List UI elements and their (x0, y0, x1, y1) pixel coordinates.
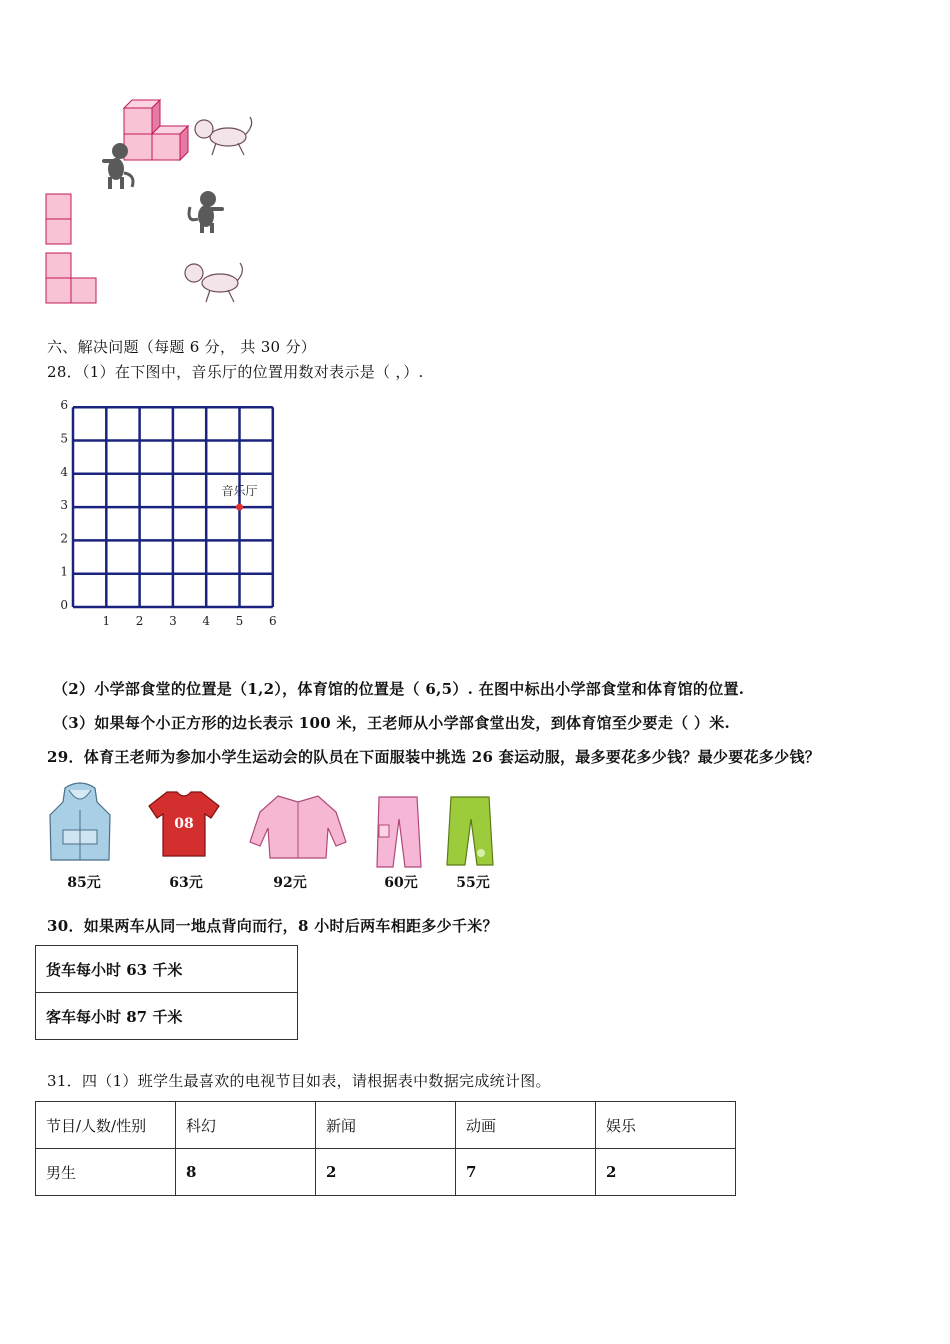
y-tick-label: 4 (60, 464, 68, 479)
svg-text:08: 08 (174, 816, 194, 832)
value-cell: 2 (596, 1149, 736, 1196)
green-pants-price: 55元 (456, 875, 490, 891)
q28-part3: （3）如果每个小正方形的边长表示 100 米，王老师从小学部食堂出发，到体育馆至少要走（ ）米. (53, 714, 731, 732)
q31-table (35, 1101, 736, 1196)
section-heading: 六、解决问题（每题 6 分， 共 30 分） (47, 338, 317, 356)
x-tick-label: 4 (202, 614, 211, 628)
header-cell: 动画 (456, 1102, 596, 1149)
header-cell: 科幻 (176, 1102, 316, 1149)
music-hall-label: 音乐厅 (221, 484, 258, 499)
green-pants-image (443, 795, 498, 870)
jacket-image (248, 792, 348, 862)
music-hall-point (236, 504, 243, 511)
tshirt-price: 63元 (169, 875, 203, 891)
y-tick-label: 6 (60, 398, 68, 413)
monkey-icon (189, 191, 224, 233)
table-row (36, 993, 298, 1040)
value-cell: 7 (456, 1149, 596, 1196)
x-tick-label: 3 (169, 614, 177, 628)
header-cell: 节目/人数/性别 (36, 1102, 176, 1149)
q30-table (35, 945, 298, 1040)
header-cell: 娱乐 (596, 1102, 736, 1149)
truck-speed-cell: 货车每小时 63 千米 (36, 946, 298, 993)
y-tick-label: 2 (60, 531, 68, 546)
y-tick-label: 0 (60, 598, 68, 612)
front-view-shape (46, 194, 71, 244)
table-row (36, 1149, 736, 1196)
y-tick-label: 1 (60, 564, 68, 579)
pink-pants-price: 60元 (384, 875, 418, 891)
side-view-shape (46, 253, 96, 303)
y-tick-label: 3 (60, 498, 68, 513)
jacket-price: 92元 (273, 875, 307, 891)
pink-pants-image (371, 795, 426, 870)
q31-text: 31．四（1）班学生最喜欢的电视节目如表，请根据表中数据完成统计图。 (47, 1072, 551, 1090)
x-tick-label: 5 (235, 614, 244, 628)
q28-part2: （2）小学部食堂的位置是（1,2），体育馆的位置是（ 6,5）. 在图中标出小学部食堂和体育馆的位置. (53, 680, 745, 698)
dog-icon (195, 117, 252, 155)
bus-speed-cell: 客车每小时 87 千米 (36, 993, 298, 1040)
value-cell: 8 (176, 1149, 316, 1196)
q28-intro: 28．（1）在下图中，音乐厅的位置用数对表示是（ ，）. (47, 363, 424, 381)
dog-icon (185, 263, 242, 302)
value-cell: 2 (316, 1149, 456, 1196)
hoodie-price: 85元 (67, 875, 101, 891)
table-row (36, 946, 298, 993)
header-cell: 新闻 (316, 1102, 456, 1149)
x-tick-label: 6 (268, 614, 277, 628)
cube-stack (124, 100, 188, 160)
tshirt-image (147, 788, 222, 858)
row-label-cell: 男生 (36, 1149, 176, 1196)
q30-text: 30．如果两车从同一地点背向而行，8 小时后两车相距多少千米？ (47, 917, 498, 935)
hoodie-image (45, 780, 115, 865)
y-tick-label: 5 (60, 431, 68, 446)
q29-text: 29．体育王老师为参加小学生运动会的队员在下面服装中挑选 26 套运动服，最多要花多少钱？最少要花多少钱？ (47, 748, 821, 766)
x-tick-label: 2 (135, 614, 144, 628)
coordinate-grid (55, 395, 295, 640)
x-tick-label: 1 (102, 614, 111, 628)
table-header-row (36, 1102, 736, 1149)
cube-views-figure (40, 95, 270, 310)
